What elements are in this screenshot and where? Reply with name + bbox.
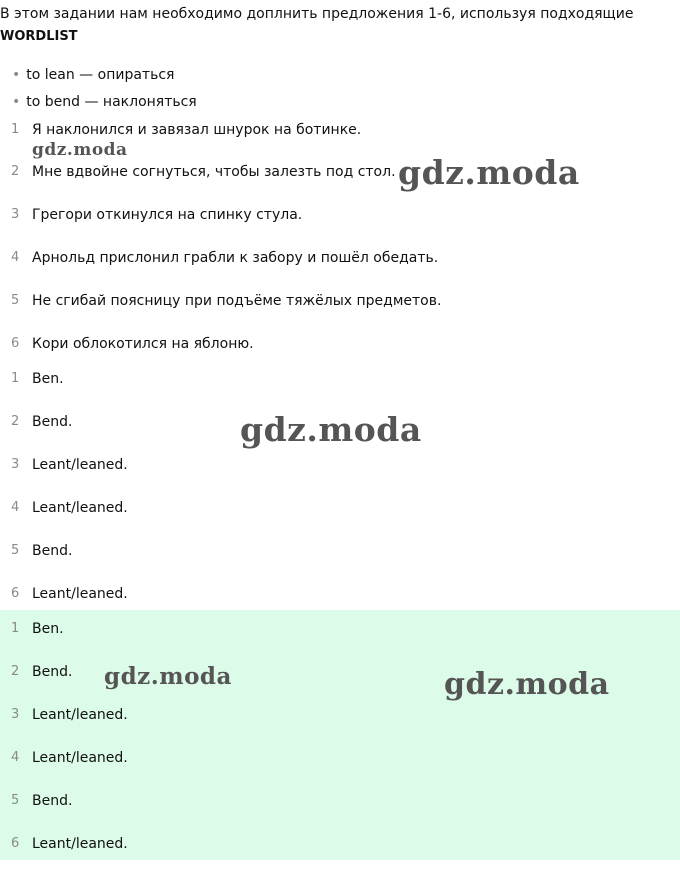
answer-number: 6	[11, 836, 20, 851]
sentence-number: 1	[11, 122, 20, 137]
answer-number: 2	[11, 414, 20, 429]
wordlist-item	[12, 92, 197, 112]
answer-text: Bend.	[32, 793, 73, 809]
sentence-number: 4	[11, 250, 20, 265]
answer-text: Leant/leaned.	[32, 586, 128, 602]
answer-text: Bend.	[32, 543, 73, 559]
bullet-dot-icon: •	[12, 94, 21, 110]
answer-text: Leant/leaned.	[32, 750, 128, 766]
answer-row	[0, 541, 680, 584]
answer-row	[0, 619, 680, 662]
sentence-text: Не сгибай поясницу при подъёме тяжёлых предметов.	[32, 293, 442, 309]
highlighted-answers-block	[0, 610, 680, 860]
wordlist-heading: WORDLIST	[0, 29, 78, 44]
sentence-text: Кори облокотился на яблоню.	[32, 336, 254, 352]
bullet-dot-icon: •	[12, 67, 21, 83]
answer-row	[0, 455, 680, 498]
answer-row	[0, 791, 680, 834]
sentence-text: Я наклонился и завязал шнурок на ботинке.	[32, 122, 362, 138]
wordlist-item	[12, 65, 174, 85]
sentence-text: Арнольд прислонил грабли к забору и пошёл обедать.	[32, 250, 439, 266]
answer-text: Bend.	[32, 414, 73, 430]
sentence-number: 3	[11, 207, 20, 222]
answer-text: Leant/leaned.	[32, 707, 128, 723]
answer-number: 3	[11, 457, 20, 472]
answer-text: Leant/leaned.	[32, 500, 128, 516]
watermark-logo: gdz.moda	[104, 663, 232, 690]
answer-row	[0, 498, 680, 541]
answer-text: Ben.	[32, 621, 64, 637]
intro-text: В этом задании нам необходимо доплнить предложения 1-6, используя подходящие	[0, 6, 634, 22]
answer-number: 4	[11, 500, 20, 515]
answer-row	[0, 705, 680, 748]
answer-number: 5	[11, 793, 20, 808]
answer-text: Ben.	[32, 371, 64, 387]
sentence-number: 2	[11, 164, 20, 179]
answer-number: 2	[11, 664, 20, 679]
answer-row	[0, 369, 680, 412]
wordlist-item-text: to lean — опираться	[26, 67, 175, 83]
watermark-logo: gdz.moda	[444, 667, 610, 702]
watermark-logo: gdz.moda	[32, 140, 128, 160]
sentence-number: 6	[11, 336, 20, 351]
sentence-text: Мне вдвойне согнуться, чтобы залезть под стол.	[32, 164, 396, 180]
answer-number: 4	[11, 750, 20, 765]
answer-text: Bend.	[32, 664, 73, 680]
wordlist-item-text: to bend — наклоняться	[26, 94, 197, 110]
answer-number: 1	[11, 371, 20, 386]
sentence-row	[0, 205, 680, 248]
answer-row	[0, 834, 680, 877]
answer-number: 5	[11, 543, 20, 558]
sentence-text: Грегори откинулся на спинку стула.	[32, 207, 303, 223]
answer-number: 3	[11, 707, 20, 722]
sentence-number: 5	[11, 293, 20, 308]
answer-text: Leant/leaned.	[32, 836, 128, 852]
sentence-row	[0, 291, 680, 334]
watermark-logo: gdz.moda	[398, 153, 580, 192]
answer-number: 1	[11, 621, 20, 636]
answer-row	[0, 748, 680, 791]
answer-number: 6	[11, 586, 20, 601]
watermark-logo: gdz.moda	[240, 410, 422, 449]
answer-text: Leant/leaned.	[32, 457, 128, 473]
sentence-row	[0, 248, 680, 291]
